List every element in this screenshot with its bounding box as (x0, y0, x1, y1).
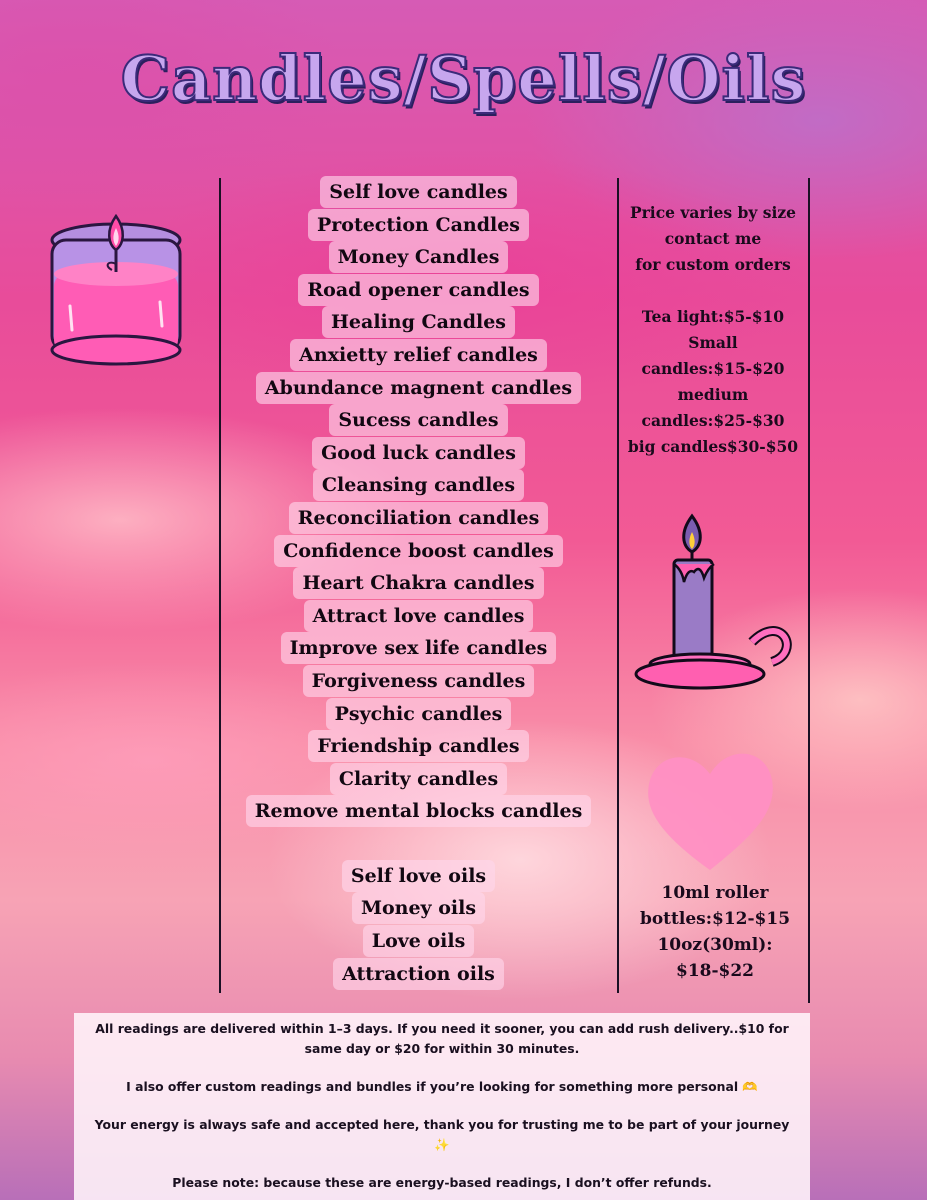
candle-pricing (621, 200, 805, 460)
energy-note: Your energy is always safe and accepted here, thank you for trusting me to be part of your journey ✨ (94, 1117, 790, 1152)
list-item: Confidence boost candles (274, 535, 563, 567)
price-medium: medium candles:$25-$30 (641, 385, 785, 430)
list-item: Attract love candles (304, 600, 534, 632)
refund-note: Please note: because these are energy-based readings, I don’t offer refunds. (172, 1175, 712, 1190)
price-note: Price varies by size (629, 203, 796, 222)
divider-middle (617, 178, 619, 993)
info-panel (74, 1013, 810, 1200)
oil-item: Love oils (363, 925, 475, 957)
price-small: Small candles:$15-$20 (641, 333, 785, 378)
oil-item: Self love oils (342, 860, 495, 892)
heart-icon (640, 738, 780, 878)
list-item: Cleansing candles (313, 469, 524, 501)
oil-item: Attraction oils (333, 958, 504, 990)
list-item: Reconciliation candles (289, 502, 549, 534)
delivery-note: All readings are delivered within 1–3 days. If you need it sooner, you can add rush delivery..$10 for same day or $20 for within 30 minutes. (95, 1021, 789, 1056)
list-item: Money Candles (329, 241, 509, 273)
candle-list (220, 176, 617, 990)
price-30ml: 10oz(30ml): $18-$22 (657, 935, 773, 981)
page-title: Candles/Spells/Oils (120, 42, 807, 115)
list-item: Abundance magnent candles (256, 372, 581, 404)
price-roller: 10ml roller bottles:$12-$15 (639, 883, 791, 929)
divider-right (808, 178, 810, 1003)
price-big: big candles$30-$50 (627, 437, 799, 456)
list-item: Psychic candles (326, 698, 512, 730)
list-item: Sucess candles (329, 404, 507, 436)
list-item: Self love candles (320, 176, 516, 208)
list-item: Clarity candles (330, 763, 507, 795)
taper-candle-icon (632, 512, 792, 692)
oil-pricing (625, 880, 805, 984)
list-item: Friendship candles (308, 730, 528, 762)
price-note: contact me (664, 229, 762, 248)
custom-note: I also offer custom readings and bundles if you’re looking for something more personal 🫶 (126, 1079, 758, 1094)
list-item: Protection Candles (308, 209, 529, 241)
list-item: Good luck candles (312, 437, 525, 469)
list-item: Anxietty relief candles (290, 339, 547, 371)
list-item: Road opener candles (298, 274, 538, 306)
list-item: Heart Chakra candles (293, 567, 543, 599)
jar-candle-icon (46, 210, 186, 366)
list-item: Forgiveness candles (303, 665, 535, 697)
list-item: Healing Candles (322, 306, 515, 338)
oil-item: Money oils (352, 892, 485, 924)
price-note: for custom orders (635, 255, 791, 274)
list-item: Improve sex life candles (281, 632, 557, 664)
price-tea-light: Tea light:$5-$10 (641, 307, 785, 326)
list-item: Remove mental blocks candles (246, 795, 592, 827)
